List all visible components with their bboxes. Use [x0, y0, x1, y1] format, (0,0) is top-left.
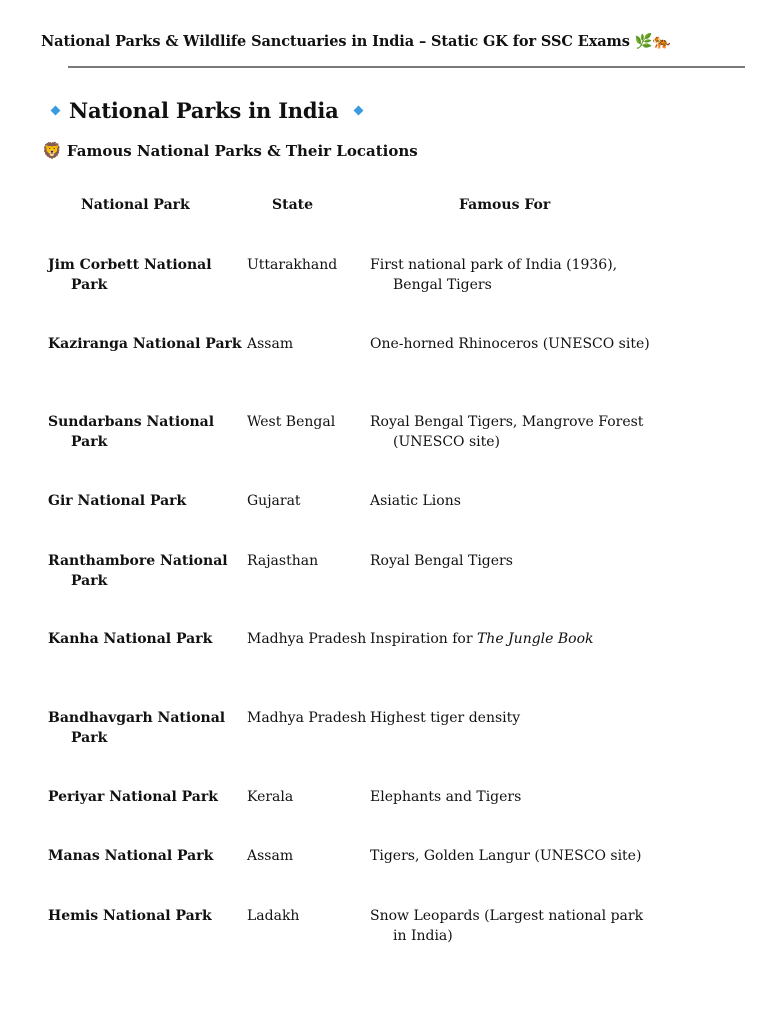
park-famous-for: Royal Bengal Tigers, Mangrove Forest (UNESCO site)	[370, 414, 644, 450]
table-row	[0, 552, 768, 602]
park-famous-for: Tigers, Golden Langur (UNESCO site)	[370, 848, 642, 864]
header-national-park: National Park	[81, 197, 190, 213]
park-famous-for: Highest tiger density	[370, 710, 521, 726]
header-state: State	[272, 197, 314, 213]
park-famous-for	[370, 630, 658, 650]
park-name: Sundarbans National Park	[48, 414, 215, 450]
park-name: Bandhavgarh National Park	[48, 710, 226, 746]
park-state: Uttarakhand	[247, 257, 338, 273]
famous-for-prefix: Inspiration for	[370, 631, 477, 647]
park-name: Kaziranga National Park	[48, 336, 242, 352]
park-state: Assam	[247, 848, 294, 864]
park-state: Kerala	[247, 789, 294, 805]
park-state: Madhya Pradesh	[247, 631, 367, 647]
document-title: National Parks & Wildlife Sanctuaries in India – Static GK for SSC Exams 🌿🐅	[41, 33, 671, 50]
park-state: Rajasthan	[247, 553, 319, 569]
blue-diamond-icon	[353, 105, 363, 115]
table-row	[0, 335, 768, 385]
book-title: The Jungle Book	[476, 631, 594, 647]
table-row	[0, 788, 768, 838]
subsection-heading	[42, 142, 418, 160]
park-name: Gir National Park	[48, 493, 187, 509]
park-name: Hemis National Park	[48, 908, 212, 924]
blue-diamond-icon	[51, 105, 61, 115]
park-name: Manas National Park	[48, 848, 214, 864]
park-name: Ranthambore National Park	[48, 553, 228, 589]
park-famous-for: Asiatic Lions	[370, 493, 461, 509]
park-famous-for: Snow Leopards (Largest national park in India)	[370, 908, 644, 944]
table-row	[0, 907, 768, 957]
park-state: West Bengal	[247, 414, 336, 430]
header-famous-for: Famous For	[459, 197, 551, 213]
park-name: Periyar National Park	[48, 789, 218, 805]
park-state: Ladakh	[247, 908, 300, 924]
table-row	[0, 413, 768, 463]
park-state: Madhya Pradesh	[247, 710, 367, 726]
table-row	[0, 256, 768, 306]
section-heading	[48, 96, 366, 124]
park-famous-for: One-horned Rhinoceros (UNESCO site)	[370, 336, 650, 352]
table-row	[0, 709, 768, 759]
table-row	[0, 847, 768, 897]
park-state: Assam	[247, 336, 294, 352]
subsection-heading-text: Famous National Parks & Their Locations	[66, 142, 418, 160]
section-heading-text: National Parks in India	[69, 97, 339, 123]
park-state: Gujarat	[247, 493, 301, 509]
park-name: Kanha National Park	[48, 631, 213, 647]
park-name: Jim Corbett National Park	[48, 257, 212, 293]
table-row	[0, 630, 768, 680]
park-famous-for: Elephants and Tigers	[370, 789, 522, 805]
table-row	[0, 492, 768, 542]
park-famous-for: Royal Bengal Tigers	[370, 553, 513, 569]
lion-icon: 🦁	[42, 141, 62, 160]
title-divider	[68, 66, 745, 68]
park-famous-for: First national park of India (1936), Bengal Tigers	[370, 257, 618, 293]
